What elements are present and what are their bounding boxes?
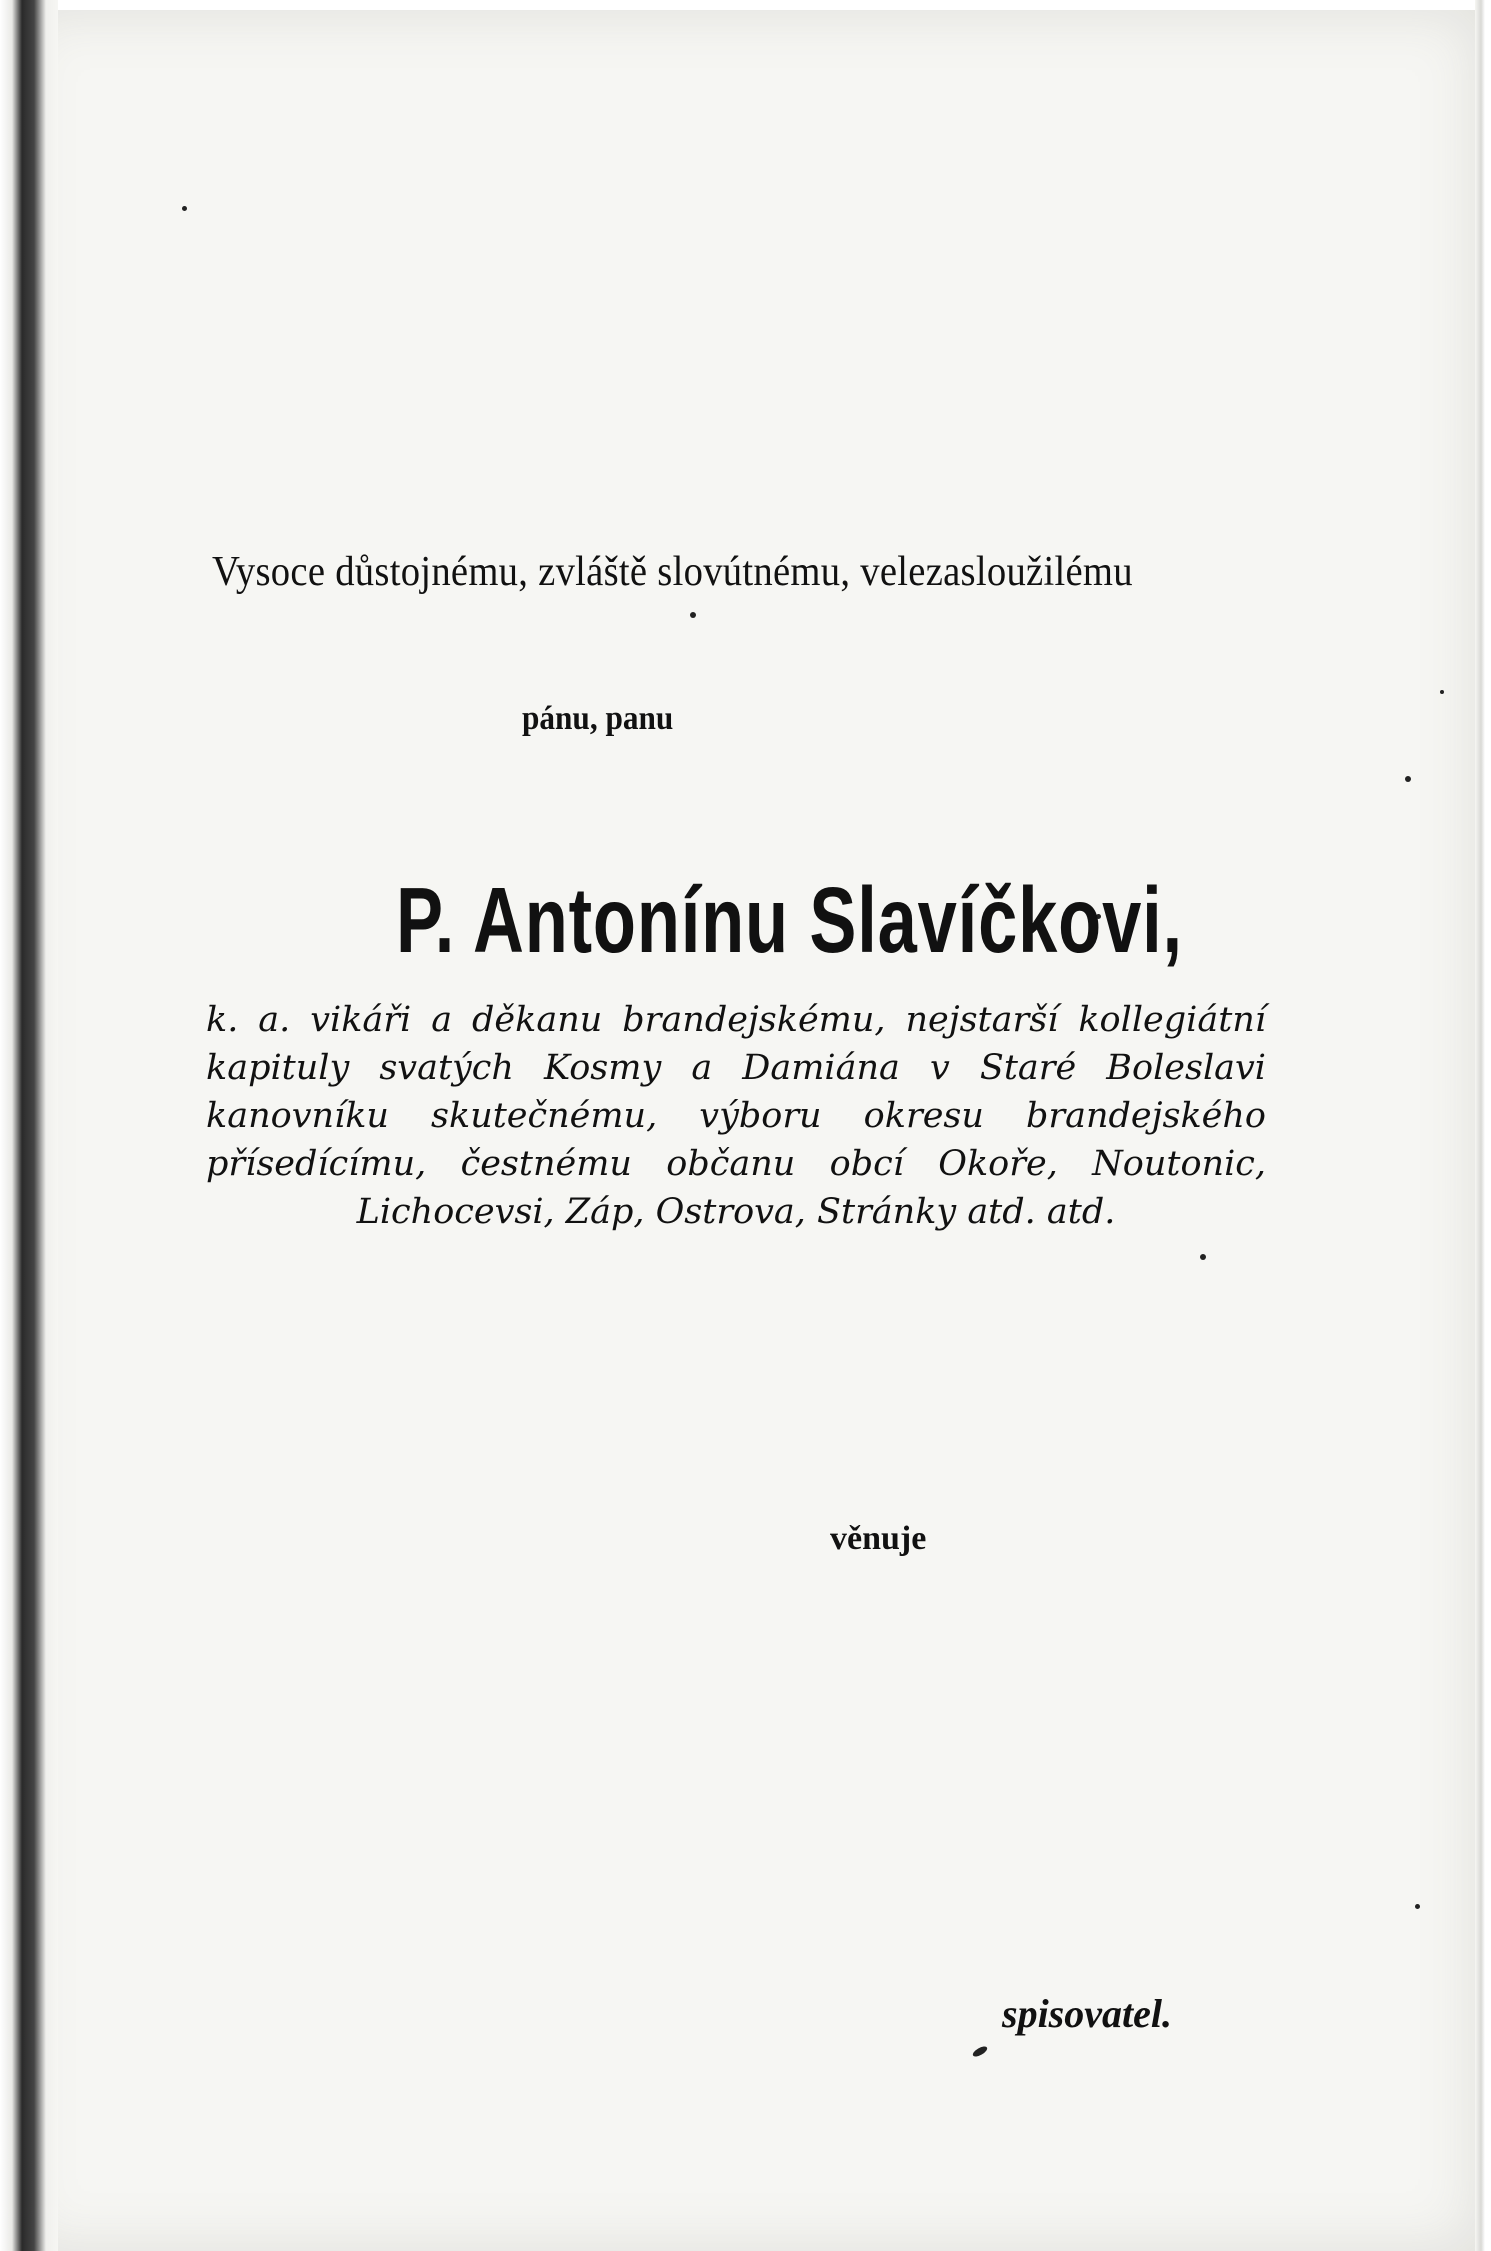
page-edge: [1475, 0, 1491, 2251]
dedication-salutation: Vysoce důstojnému, zvláště slovútnému, velezasloužilému: [212, 549, 1133, 595]
dedication-verb: věnuje: [830, 1520, 927, 1557]
dedicatee-name: P. Antonínu Slavíčkovi,: [396, 869, 1183, 973]
author-signature: spisovatel.: [1002, 1991, 1172, 2036]
dedicatee-titles: k. a. vikáři a děkanu brandejskému, nejstarší kollegiátní kapituly svatých Kosmy a Damiána v Staré Boleslavi kanovníku skutečnému, výboru okresu brandejského přísedícímu, čestnému občanu obcí Okoře, Noutonic, Lichocevsi, Záp, Ostrova, Stránky atd. atd.: [206, 1000, 1266, 1232]
scan-speck: [1200, 1254, 1206, 1260]
binding-edge: [0, 0, 58, 2251]
scan-speck: [690, 612, 696, 618]
scan-speck: [1405, 776, 1411, 782]
dedication-address: pánu, panu: [522, 700, 674, 737]
scan-speck: [1440, 690, 1444, 694]
scan-speck: [182, 206, 187, 211]
scan-speck: [1415, 1904, 1420, 1909]
